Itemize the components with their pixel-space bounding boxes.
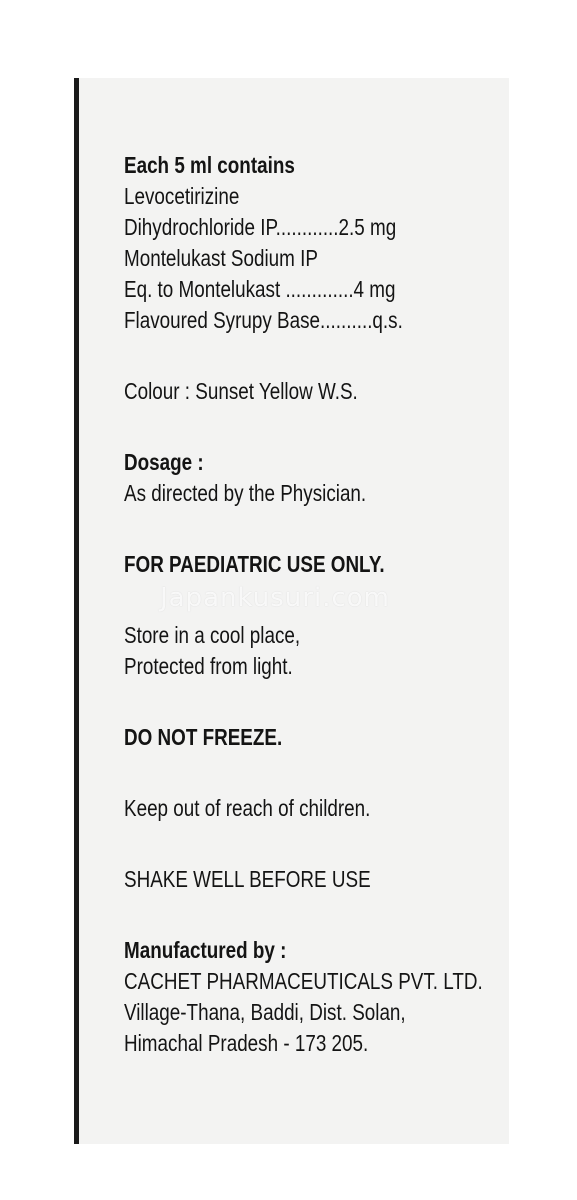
label-content: [124, 150, 483, 1059]
colour-text: Colour : Sunset Yellow W.S.: [124, 378, 358, 404]
dosage-text: As directed by the Physician.: [124, 480, 367, 506]
children-warning: Keep out of reach of children.: [124, 795, 371, 821]
manufacturer-heading: Manufactured by :: [124, 937, 287, 963]
manufacturer-line: Village-Thana, Baddi, Dist. Solan,: [124, 999, 406, 1025]
watermark: Japankusuri.com: [160, 583, 390, 613]
manufacturer-line: Himachal Pradesh - 173 205.: [124, 1030, 369, 1056]
dosage-heading: Dosage :: [124, 449, 204, 475]
composition-heading: Each 5 ml contains: [124, 152, 295, 178]
composition-line: Flavoured Syrupy Base..........q.s.: [124, 307, 403, 333]
storage-line: Store in a cool place,: [124, 622, 301, 648]
composition-line: Montelukast Sodium IP: [124, 245, 318, 271]
composition-line: Levocetirizine: [124, 183, 240, 209]
freeze-warning: DO NOT FREEZE.: [124, 724, 283, 750]
manufacturer-line: CACHET PHARMACEUTICALS PVT. LTD.: [124, 968, 483, 994]
paediatric-warning: FOR PAEDIATRIC USE ONLY.: [124, 551, 385, 577]
shake-instruction: SHAKE WELL BEFORE USE: [124, 866, 371, 892]
composition-line: Eq. to Montelukast .............4 mg: [124, 276, 396, 302]
composition-line: Dihydrochloride IP............2.5 mg: [124, 214, 397, 240]
storage-line: Protected from light.: [124, 653, 293, 679]
